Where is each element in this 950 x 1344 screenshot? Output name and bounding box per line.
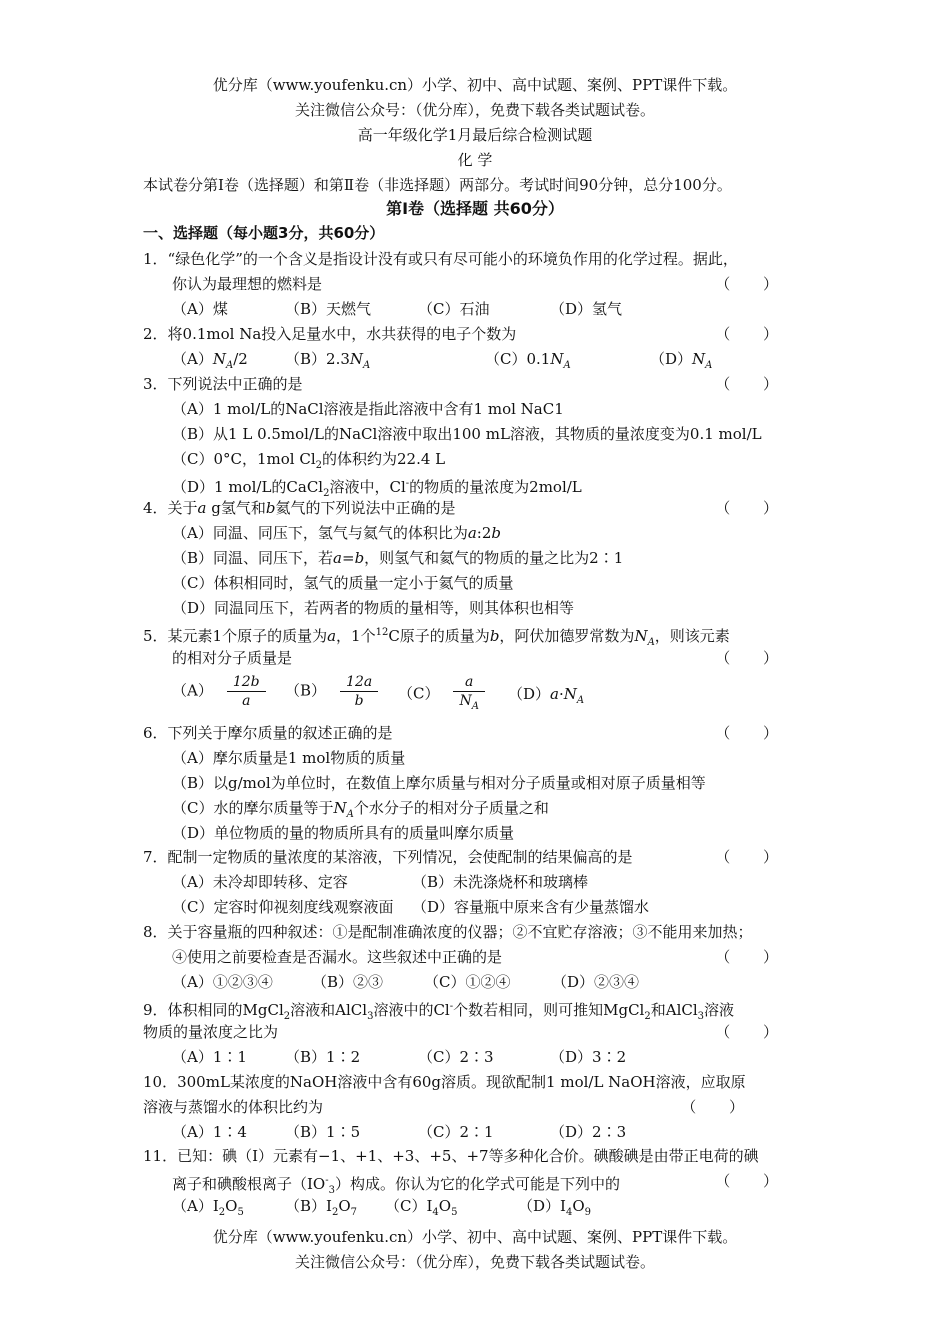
q5-stem-line1: 5．某元素1个原子的质量为a，1个$^{12}$C原子的质量为b，阿伏加德罗常数为$N_A$，则该元素 [143, 627, 730, 648]
q9-option-c: （C）2∶3 [418, 1048, 494, 1066]
q9-stem-line2: 物质的量浓度之比为 [143, 1023, 279, 1041]
q4-option-a: （A）同温、同压下，氢气与氦气的体积比为a:2b [172, 524, 502, 542]
q4-option-d: （D）同温同压下，若两者的物质的量相等，则其体积也相等 [172, 599, 575, 617]
q2-option-a: $(A)N_A/2$ [172, 350, 248, 371]
q8-stem-line1: 8．关于容量瓶的四种叙述：①是配制准确浓度的仪器；②不宜贮存溶液；③不能用来加热； [143, 923, 753, 941]
q9-answer-paren: （ ） [715, 1023, 792, 1041]
q9-option-b: （B）1∶2 [285, 1048, 361, 1066]
q11-option-b: $(B)I_2O_7$ [285, 1197, 358, 1218]
q6-option-d: （D）单位物质的量的物质所具有的质量叫摩尔质量 [172, 824, 515, 842]
q10-answer-paren: （ ） [681, 1098, 758, 1116]
q5-option-a: （A） $\frac{12b}{a}$ [172, 673, 266, 710]
q7-option-d: （D）容量瓶中原来含有少量蒸馏水 [412, 898, 650, 916]
q6-answer-paren: （ ） [715, 724, 792, 742]
q6-option-c: （C）水的摩尔质量等于$N_A$个水分子的相对分子质量之和 [172, 799, 549, 820]
q1-stem-line1: 1．“绿色化学”的一个含义是指设计没有或只有尽可能小的环境负作用的化学过程。据此， [143, 250, 738, 268]
q1-option-d: （D）氢气 [550, 300, 623, 318]
q4-stem: 4．关于a g氢气和b氦气的下列说法中正确的是 [143, 499, 456, 517]
q7-option-b: （B）未洗涤烧杯和玻璃棒 [412, 873, 589, 891]
q11-answer-paren: （ ） [715, 1172, 792, 1190]
q11-stem-line1: 11．已知：碘（I）元素有−1、+1、+3、+5、+7等多种化合价。碘酸碘是由带正电荷的碘 [143, 1147, 759, 1165]
q6-option-a: （A）摩尔质量是1 mol物质的质量 [172, 749, 406, 767]
q5-option-b: （B） $\frac{12a}{b}$ [285, 673, 378, 710]
q8-option-b: （B）②③ [312, 973, 384, 991]
q11-option-a: $(A)I_2O_5$ [172, 1197, 244, 1218]
q5-option-d: $(D)a\cdot N_A$ [508, 685, 585, 706]
q10-option-c: （C）2∶1 [418, 1123, 494, 1141]
q11-option-d: $(D)I_4O_9$ [518, 1197, 592, 1218]
q8-option-a: （A）①②③④ [172, 973, 273, 991]
q7-option-a: （A）未冷却即转移、定容 [172, 873, 348, 891]
q1-option-c: （C）石油 [418, 300, 490, 318]
q1-answer-paren: （ ） [715, 275, 792, 293]
q9-stem-line1: 9．体积相同的MgCl$_2$溶液和AlCl$_3$溶液中的Cl-个数若相同，则可推知MgCl$_2$和AlCl$_3$溶液 [143, 1001, 735, 1022]
q7-option-c: （C）定容时仰视刻度线观察液面 [172, 898, 394, 916]
q8-option-c: （C）①②④ [424, 973, 511, 991]
header-line-1: 优分库（www.youfenku.cn）小学、初中、高中试题、案例、PPT课件下载。 [212, 76, 738, 94]
exam-intro: 本试卷分第Ⅰ卷（选择题）和第Ⅱ卷（非选择题）两部分。考试时间90分钟，总分100分。 [143, 176, 732, 194]
q6-stem: 6．下列关于摩尔质量的叙述正确的是 [143, 724, 393, 742]
q5-answer-paren: （ ） [715, 649, 792, 667]
q10-stem-line2: 溶液与蒸馏水的体积比约为 [143, 1098, 324, 1116]
q3-answer-paren: （ ） [715, 375, 792, 393]
q10-option-d: （D）2∶3 [550, 1123, 627, 1141]
q2-stem: 2．将0.1mol Na投入足量水中，水共获得的电子个数为 [143, 325, 517, 343]
q4-option-c: （C）体积相同时，氢气的质量一定小于氦气的质量 [172, 574, 514, 592]
q7-stem: 7．配制一定物质的量浓度的某溶液，下列情况，会使配制的结果偏高的是 [143, 848, 633, 866]
q1-option-b: （B）天燃气 [285, 300, 372, 318]
q4-answer-paren: （ ） [715, 499, 792, 517]
q9-option-a: （A）1∶1 [172, 1048, 247, 1066]
q3-stem: 3．下列说法中正确的是 [143, 375, 303, 393]
q9-option-d: （D）3∶2 [550, 1048, 627, 1066]
section1-title: 一、选择题（每小题3分，共60分） [143, 224, 385, 242]
q11-stem-line2: 离子和碘酸根离子$(IO^-_3)$构成。你认为它的化学式可能是下列中的 [172, 1175, 621, 1196]
q3-option-c: （C）0°C，1mol $Cl_2$的体积约为22.4 L [172, 450, 446, 471]
q10-option-b: （B）1∶5 [285, 1123, 361, 1141]
q2-option-c: $(C)0.1N_A$ [485, 350, 571, 371]
q7-answer-paren: （ ） [715, 848, 792, 866]
q8-stem-line2: ④使用之前要检查是否漏水。这些叙述中正确的是 [172, 948, 503, 966]
q10-option-a: （A）1∶4 [172, 1123, 247, 1141]
q5-option-c: （C） $\frac{a}{N_A}$ [398, 673, 485, 716]
q11-option-c: $(C)I_4O_5$ [385, 1197, 458, 1218]
q1-stem-line2: 你认为最理想的燃料是 [172, 275, 323, 293]
q2-option-b: $(B)2.3N_A$ [285, 350, 371, 371]
q8-answer-paren: （ ） [715, 948, 792, 966]
exam-title: 高一年级化学1月最后综合检测试题 [357, 126, 593, 144]
q8-option-d: （D）②③④ [552, 973, 640, 991]
q4-option-b: （B）同温、同压下，若a=b，则氢气和氦气的物质的量之比为2∶1 [172, 549, 624, 567]
footer-line-1: 优分库（www.youfenku.cn）小学、初中、高中试题、案例、PPT课件下载。 [212, 1228, 738, 1246]
q3-option-b: （B）从1 L 0.5mol/L的NaCl溶液中取出100 mL溶液，其物质的量浓度变为0.1 mol/L [172, 425, 762, 443]
q1-option-a: （A）煤 [172, 300, 228, 318]
q5-stem-line2: 的相对分子质量是 [172, 649, 293, 667]
q10-stem-line1: 10．300mL某浓度的NaOH溶液中含有60g溶质。现欲配制1 mol/L NaOH溶液，应取原 [143, 1073, 746, 1091]
q2-answer-paren: （ ） [715, 325, 792, 343]
q6-option-b: （B）以g/mol为单位时，在数值上摩尔质量与相对分子质量或相对原子质量相等 [172, 774, 706, 792]
subject-title: 化 学 [457, 151, 493, 169]
q2-option-d: $(D)N_A$ [650, 350, 713, 371]
q3-option-a: （A）1 mol/L的NaCl溶液是指此溶液中含有1 mol NaC1 [172, 400, 564, 418]
q3-option-d: （D）1 mol/L的CaCl$_2$溶液中，Cl-的物质的量浓度为2mol/L [172, 478, 582, 499]
header-line-2: 关注微信公众号：（优分库），免费下载各类试题试卷。 [294, 101, 655, 119]
part1-title: 第Ⅰ卷（选择题 共60分） [386, 199, 564, 218]
footer-line-2: 关注微信公众号：（优分库），免费下载各类试题试卷。 [294, 1253, 655, 1271]
